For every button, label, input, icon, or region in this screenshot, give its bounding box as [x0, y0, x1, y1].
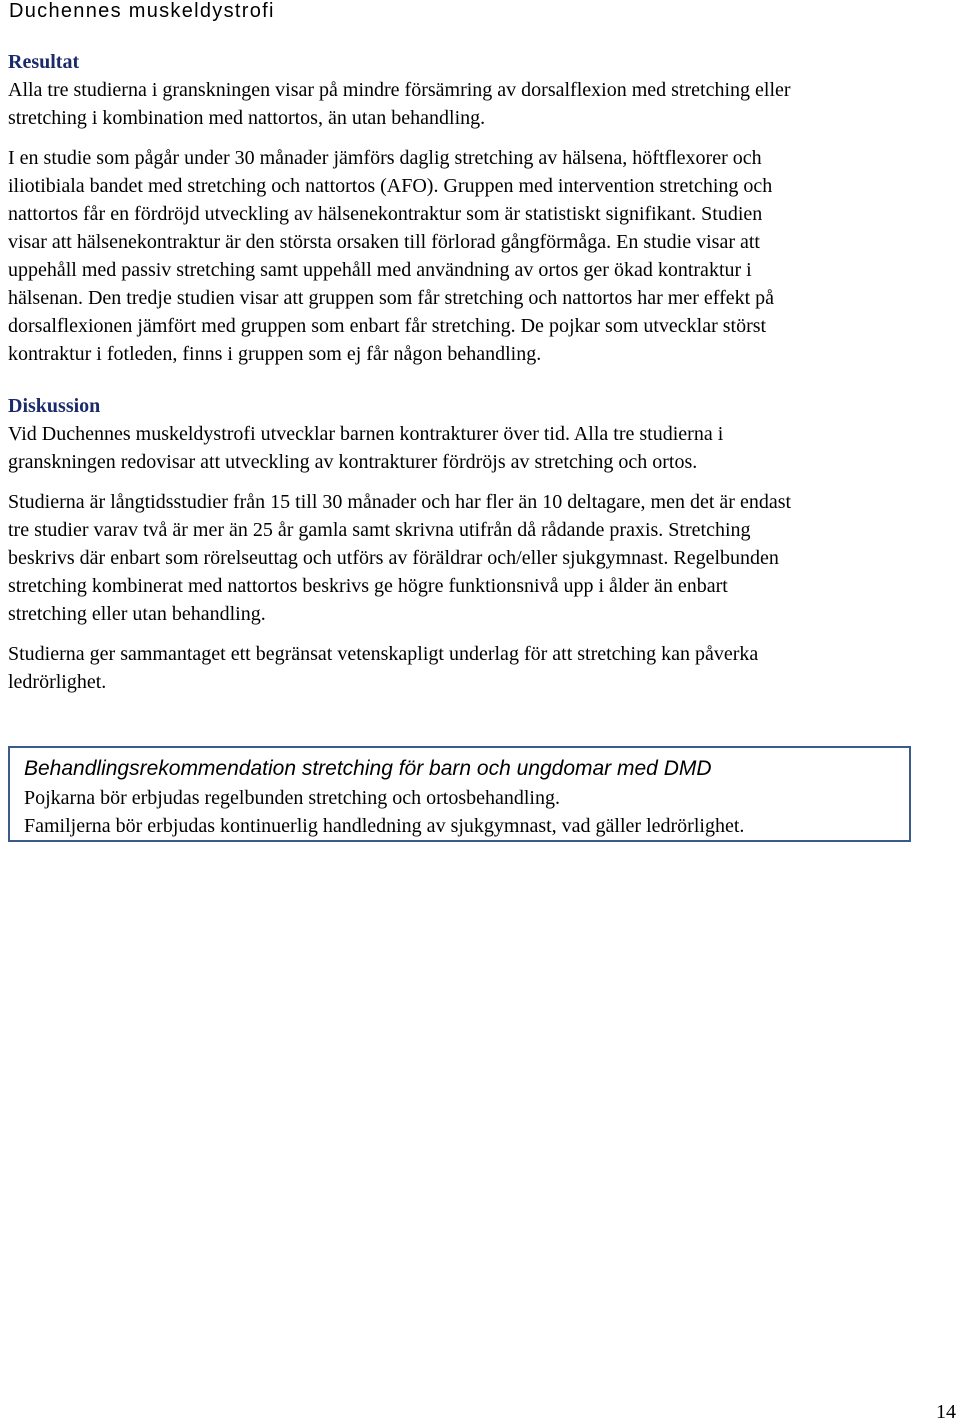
text-line: dorsalflexionen jämfört med gruppen som enbart får stretching. De pojkar som utvecklar störst [8, 315, 767, 337]
text-line: tre studier varav två är mer än 25 år gamla samt skrivna utifrån då rådande praxis. Stretching [8, 519, 751, 541]
text-line: Studierna ger sammantaget ett begränsat vetenskapligt underlag för att stretching kan påverka [8, 643, 759, 665]
text-line: Alla tre studierna i granskningen visar på mindre försämring av dorsalflexion med stretching eller [8, 79, 791, 101]
recommendation-line: Pojkarna bör erbjudas regelbunden stretching och ortosbehandling. [24, 787, 560, 809]
text-line: stretching eller utan behandling. [8, 603, 266, 625]
diskussion-paragraph-3 [8, 640, 960, 696]
resultat-paragraph-2 [8, 144, 960, 368]
page-title: Duchennes muskeldystrofi [9, 0, 275, 22]
text-line: I en studie som pågår under 30 månader jämförs daglig stretching av hälsena, höftflexorer och [8, 147, 762, 169]
diskussion-heading: Diskussion [8, 395, 101, 417]
text-line: Studierna är långtidsstudier från 15 till 30 månader och har fler än 10 deltagare, men det är endast [8, 491, 792, 513]
page-number: 14 [936, 1401, 956, 1423]
resultat-heading: Resultat [8, 51, 80, 73]
resultat-paragraph-1 [8, 76, 960, 132]
diskussion-paragraph-1 [8, 420, 960, 476]
text-line: beskrivs där enbart som rörelseuttag och utförs av föräldrar och/eller sjukgymnast. Regelbunden [8, 547, 779, 569]
text-line: kontraktur i fotleden, finns i gruppen som ej får någon behandling. [8, 343, 542, 365]
resultat-section [8, 48, 960, 368]
text-line: granskningen redovisar att utveckling av kontrakturer fördröjs av stretching och ortos. [8, 451, 698, 473]
recommendation-title: Behandlingsrekommendation stretching för barn och ungdomar med DMD [24, 757, 712, 780]
recommendation-box [8, 746, 911, 842]
text-line: Vid Duchennes muskeldystrofi utvecklar barnen kontrakturer över tid. Alla tre studierna i [8, 423, 724, 445]
text-line: stretching i kombination med nattortos, än utan behandling. [8, 107, 486, 129]
diskussion-paragraph-2 [8, 488, 960, 628]
text-line: visar att hälsenekontraktur är den största orsaken till förlorad gångförmåga. En studie visar att [8, 231, 760, 253]
recommendation-line: Familjerna bör erbjudas kontinuerlig handledning av sjukgymnast, vad gäller ledrörlighet. [24, 815, 745, 837]
text-line: stretching kombinerat med nattortos beskrivs ge högre funktionsnivå upp i ålder än enbart [8, 575, 728, 597]
text-line: ledrörlighet. [8, 671, 107, 693]
text-line: iliotibiala bandet med stretching och nattortos (AFO). Gruppen med intervention stretching och [8, 175, 773, 197]
text-line: nattortos får en fördröjd utveckling av hälsenekontraktur som är statistiskt signifikant. Studien [8, 203, 763, 225]
text-line: hälsenan. Den tredje studien visar att gruppen som får stretching och nattortos har mer effekt på [8, 287, 775, 309]
diskussion-section [8, 392, 960, 696]
text-line: uppehåll med passiv stretching samt uppehåll med användning av ortos ger ökad kontraktur i [8, 259, 752, 281]
